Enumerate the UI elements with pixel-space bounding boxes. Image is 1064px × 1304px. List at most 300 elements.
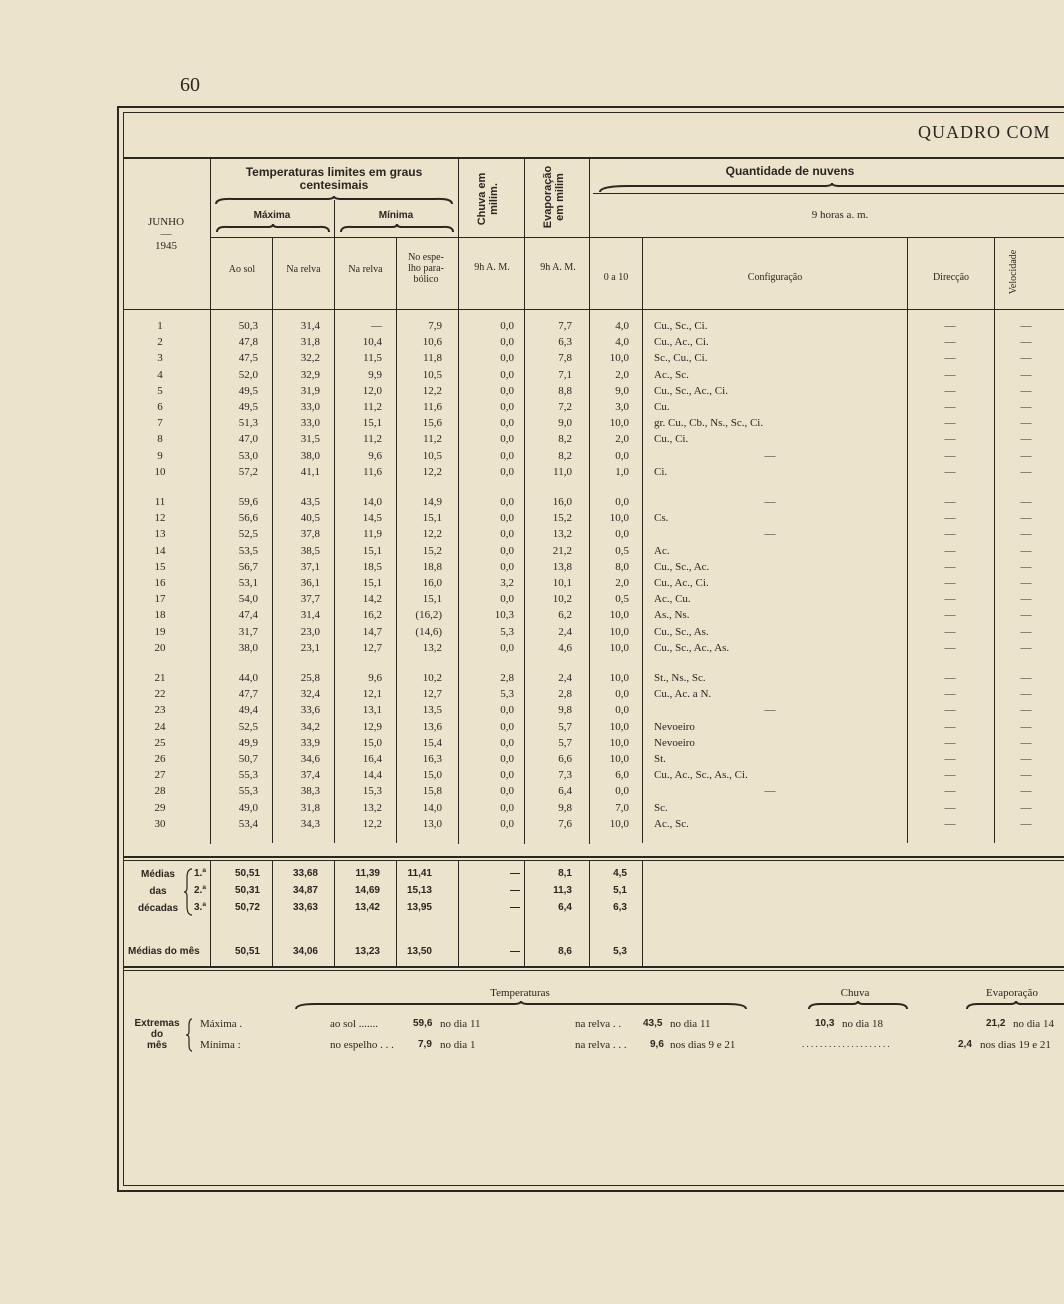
cell-direccao: — <box>944 801 956 814</box>
cell-velocidade: — <box>1020 336 1032 349</box>
cell-na-relva-max: 38,0 <box>300 449 320 462</box>
vline-s6 <box>524 860 525 967</box>
cell-chuva: 0,0 <box>500 753 514 765</box>
cell-na-relva-max: 43,5 <box>300 496 320 508</box>
cell-nuvens: 10,0 <box>609 720 629 733</box>
cell-configuracao: St., Ns., Sc. <box>654 672 706 684</box>
cell-chuva: 0,0 <box>500 785 514 798</box>
cell-velocidade: — <box>1020 736 1032 749</box>
cell-nuvens: 10,0 <box>609 352 629 365</box>
cell-direccao: — <box>944 577 956 589</box>
cell-espelho: 15,2 <box>422 544 442 557</box>
cell-day: 1 <box>157 320 163 332</box>
cell-direccao: — <box>944 720 956 733</box>
decada-evaporacao: 11,3 <box>553 885 572 896</box>
cell-direccao: — <box>944 401 956 413</box>
cell-espelho: 10,5 <box>422 449 442 462</box>
cell-direccao: — <box>944 512 956 525</box>
data-bottom-rule-2 <box>123 860 1064 861</box>
cell-evaporacao: 5,7 <box>558 736 572 749</box>
cell-na-relva-min: 14,4 <box>362 769 382 782</box>
mes-ao-sol: 50,51 <box>234 946 260 957</box>
frame-top-inner <box>123 112 1064 113</box>
cell-velocidade: — <box>1020 496 1032 508</box>
cell-chuva: 0,0 <box>500 320 514 332</box>
minima-header: Mínima <box>378 210 414 221</box>
cell-espelho: 14,9 <box>422 496 442 508</box>
cell-na-relva-min: 12,9 <box>362 720 382 733</box>
cell-velocidade: — <box>1020 512 1032 525</box>
cell-configuracao: Sc. <box>654 801 668 814</box>
cell-configuracao: Cu., Ac., Ci. <box>654 577 709 589</box>
nuvens-hora-header: 9 horas a. m. <box>811 209 869 221</box>
cell-nuvens: 10,0 <box>609 736 629 749</box>
cell-ao-sol: 53,5 <box>238 544 258 557</box>
summary-bottom-rule <box>123 966 1064 968</box>
cell-nuvens: 4,0 <box>615 336 629 349</box>
decada-na-relva-max: 33,63 <box>292 902 318 913</box>
cell-na-relva-min: 18,5 <box>362 560 382 573</box>
cell-na-relva-min: — <box>371 320 382 332</box>
cell-na-relva-min: 14,7 <box>362 625 382 638</box>
cell-na-relva-max: 33,0 <box>300 401 320 413</box>
cell-nuvens: 0,5 <box>615 593 629 606</box>
cell-na-relva-min: 15,1 <box>362 544 382 557</box>
cell-configuracao: Cu., Sc., Ac. <box>654 560 710 573</box>
cell-chuva: 0,0 <box>500 736 514 749</box>
cell-nuvens: 0,5 <box>615 544 629 557</box>
cell-direccao: — <box>944 417 956 430</box>
max-chuva-day: no dia 18 <box>842 1018 883 1030</box>
cell-nuvens: 3,0 <box>615 401 629 413</box>
cell-nuvens: 0,0 <box>615 528 629 541</box>
cell-day: 7 <box>157 417 163 430</box>
cell-velocidade: — <box>1020 577 1032 589</box>
cell-ao-sol: 59,6 <box>238 496 258 508</box>
cell-ao-sol: 49,4 <box>238 704 258 717</box>
extremas-minima-label: Mínima : <box>200 1039 241 1051</box>
cell-espelho: 12,2 <box>422 528 442 541</box>
nuvens-group-header: Quantidade de nuvens <box>725 164 855 178</box>
cell-na-relva-min: 15,1 <box>362 577 382 589</box>
cell-velocidade: — <box>1020 401 1032 413</box>
cell-ao-sol: 47,5 <box>238 352 258 365</box>
cell-na-relva-max: 34,6 <box>300 753 320 765</box>
cell-espelho: 15,6 <box>422 417 442 430</box>
mes-nuvens: 5,3 <box>613 946 627 957</box>
cell-configuracao: Cs. <box>654 512 669 525</box>
cell-chuva: 0,0 <box>500 401 514 413</box>
cell-ao-sol: 49,0 <box>238 801 258 814</box>
decada-ao-sol: 50,72 <box>234 902 260 913</box>
cell-evaporacao: 2,8 <box>558 688 572 701</box>
cell-day: 29 <box>154 801 166 814</box>
vline-10 <box>994 237 995 843</box>
cell-nuvens: 2,0 <box>615 433 629 446</box>
cell-velocidade: — <box>1020 720 1032 733</box>
cell-espelho: 15,1 <box>422 512 442 525</box>
cell-ao-sol: 49,9 <box>238 736 258 749</box>
cell-espelho: (14,6) <box>415 625 442 638</box>
cell-ao-sol: 55,3 <box>238 769 258 782</box>
cell-velocidade: — <box>1020 688 1032 701</box>
cell-configuracao: — <box>764 528 776 541</box>
header-escala: 0 a 10 <box>603 272 629 283</box>
cell-velocidade: — <box>1020 433 1032 446</box>
cell-day: 21 <box>154 672 166 684</box>
cell-espelho: 16,0 <box>422 577 442 589</box>
cell-nuvens: 10,0 <box>609 625 629 638</box>
cell-velocidade: — <box>1020 593 1032 606</box>
cell-na-relva-min: 15,1 <box>362 417 382 430</box>
cell-configuracao: Cu., Ci. <box>654 433 689 446</box>
cell-espelho: 11,2 <box>423 433 442 446</box>
cell-ao-sol: 53,1 <box>238 577 258 589</box>
header-chuva: Chuva em milim. <box>476 172 500 226</box>
cell-direccao: — <box>944 560 956 573</box>
vline-9 <box>907 237 908 843</box>
brace-extremas-chuva <box>808 1001 908 1010</box>
decada-nuvens: 6,3 <box>613 902 627 913</box>
cell-day: 15 <box>154 560 166 573</box>
cell-espelho: 11,6 <box>423 401 442 413</box>
cell-chuva: 3,2 <box>500 577 514 589</box>
cell-day: 27 <box>154 769 166 782</box>
cell-velocidade: — <box>1020 704 1032 717</box>
cell-evaporacao: 6,2 <box>558 609 572 622</box>
cell-na-relva-max: 36,1 <box>300 577 320 589</box>
extremas-temp-header: Temperaturas <box>490 987 550 999</box>
cell-ao-sol: 47,4 <box>238 609 258 622</box>
cell-velocidade: — <box>1020 560 1032 573</box>
cell-day: 19 <box>154 625 166 638</box>
cell-chuva: 0,0 <box>500 417 514 430</box>
cell-na-relva-max: 34,2 <box>300 720 320 733</box>
cell-configuracao: Cu., Sc., As. <box>654 625 709 638</box>
cell-chuva: 0,0 <box>500 352 514 365</box>
brace-extremas-evap <box>966 1001 1064 1010</box>
cell-day: 18 <box>154 609 166 622</box>
brace-decadas <box>184 868 194 916</box>
cell-na-relva-max: 37,7 <box>300 593 320 606</box>
cell-na-relva-max: 31,4 <box>300 320 320 332</box>
cell-configuracao: — <box>764 449 776 462</box>
cell-espelho: 10,2 <box>422 672 442 684</box>
cell-nuvens: 0,0 <box>615 704 629 717</box>
cell-evaporacao: 9,8 <box>558 704 572 717</box>
cell-chuva: 0,0 <box>500 449 514 462</box>
max-evap-value: 21,2 <box>986 1018 1006 1029</box>
cell-evaporacao: 7,6 <box>558 817 572 830</box>
header-top-rule <box>123 157 1064 159</box>
cell-configuracao: As., Ns. <box>654 609 690 622</box>
cell-na-relva-min: 12,2 <box>362 817 382 830</box>
cell-direccao: — <box>944 609 956 622</box>
cell-velocidade: — <box>1020 352 1032 365</box>
min-evap-day: nos dias 19 e 21 <box>980 1039 1051 1051</box>
cell-evaporacao: 7,2 <box>558 401 572 413</box>
cell-direccao: — <box>944 641 956 654</box>
cell-configuracao: St. <box>654 753 666 765</box>
header-espelho: No espe-lho para-bólico <box>408 252 444 285</box>
cell-evaporacao: 5,7 <box>558 720 572 733</box>
cell-configuracao: — <box>764 496 776 508</box>
cell-na-relva-min: 9,9 <box>368 368 382 381</box>
cell-day: 6 <box>157 401 163 413</box>
cell-configuracao: Ac. <box>654 544 670 557</box>
cell-na-relva-max: 38,3 <box>300 785 320 798</box>
cell-espelho: 10,6 <box>422 336 442 349</box>
cell-direccao: — <box>944 817 956 830</box>
cell-chuva: 2,8 <box>500 672 514 684</box>
cell-evaporacao: 9,0 <box>558 417 572 430</box>
vline-3 <box>334 200 335 843</box>
cell-na-relva-min: 16,2 <box>362 609 382 622</box>
cell-chuva: 0,0 <box>500 465 514 478</box>
cell-na-relva-min: 14,0 <box>362 496 382 508</box>
cell-na-relva-max: 40,5 <box>300 512 320 525</box>
brace-minima <box>340 224 454 233</box>
cell-na-relva-max: 31,8 <box>300 801 320 814</box>
cell-chuva: 0,0 <box>500 496 514 508</box>
extremas-maxima-label: Máxima . <box>200 1018 243 1030</box>
vline-s4 <box>396 860 397 967</box>
vline-s2 <box>272 860 273 967</box>
cell-chuva: 0,0 <box>500 368 514 381</box>
decada-na-relva-max: 33,68 <box>292 868 318 879</box>
cell-nuvens: 10,0 <box>609 817 629 830</box>
header-hora-evap: 9h A. M. <box>540 262 576 273</box>
cell-nuvens: 0,0 <box>615 496 629 508</box>
decada-decada: 1.ª <box>194 868 207 879</box>
cell-chuva: 5,3 <box>500 625 514 638</box>
min-relva-label: na relva . . . <box>575 1039 627 1051</box>
cell-evaporacao: 7,3 <box>558 769 572 782</box>
cell-na-relva-max: 31,9 <box>300 384 320 397</box>
cell-configuracao: Nevoeiro <box>654 720 695 733</box>
cell-espelho: 13,5 <box>422 704 442 717</box>
cell-day: 23 <box>154 704 166 717</box>
cell-espelho: 7,9 <box>428 320 442 332</box>
cell-nuvens: 10,0 <box>609 417 629 430</box>
cell-na-relva-min: 11,2 <box>363 433 382 446</box>
decada-na-relva-min: 14,69 <box>354 885 380 896</box>
cell-configuracao: Cu., Sc., Ac., As. <box>654 641 730 654</box>
vline-s5 <box>458 860 459 967</box>
summary-bottom-rule-2 <box>123 970 1064 971</box>
cell-ao-sol: 52,0 <box>238 368 258 381</box>
mes-evaporacao: 8,6 <box>558 946 572 957</box>
cell-ao-sol: 52,5 <box>238 720 258 733</box>
header-rule-upper <box>593 193 1064 194</box>
vline-2 <box>272 237 273 843</box>
cell-evaporacao: 15,2 <box>552 512 572 525</box>
cell-ao-sol: 31,7 <box>238 625 258 638</box>
cell-espelho: 16,3 <box>422 753 442 765</box>
cell-configuracao: Nevoeiro <box>654 736 695 749</box>
cell-na-relva-max: 33,9 <box>300 736 320 749</box>
vline-7 <box>589 158 590 844</box>
decada-ao-sol: 50,31 <box>234 885 260 896</box>
cell-velocidade: — <box>1020 368 1032 381</box>
decada-chuva: — <box>510 902 520 913</box>
cell-day: 25 <box>154 736 166 749</box>
cell-nuvens: 10,0 <box>609 672 629 684</box>
cell-na-relva-min: 9,6 <box>368 449 382 462</box>
data-bottom-rule <box>123 856 1064 858</box>
cell-nuvens: 1,0 <box>615 465 629 478</box>
cell-ao-sol: 47,0 <box>238 433 258 446</box>
cell-ao-sol: 53,0 <box>238 449 258 462</box>
cell-espelho: 14,0 <box>422 801 442 814</box>
decada-espelho: 13,95 <box>406 902 432 913</box>
cell-direccao: — <box>944 785 956 798</box>
cell-velocidade: — <box>1020 785 1032 798</box>
cell-na-relva-min: 12,1 <box>362 688 382 701</box>
cell-direccao: — <box>944 384 956 397</box>
cell-na-relva-min: 16,4 <box>362 753 382 765</box>
cell-velocidade: — <box>1020 528 1032 541</box>
cell-day: 3 <box>157 352 163 365</box>
mes-na-relva-min: 13,23 <box>354 946 380 957</box>
decada-ao-sol: 50,51 <box>234 868 260 879</box>
cell-na-relva-max: 33,6 <box>300 704 320 717</box>
decada-na-relva-min: 13,42 <box>354 902 380 913</box>
vline-5 <box>458 158 459 844</box>
header-na-relva-max: Na relva <box>286 264 321 275</box>
mes-na-relva-max: 34,06 <box>292 946 318 957</box>
frame-top <box>117 106 1064 108</box>
cell-velocidade: — <box>1020 817 1032 830</box>
cell-day: 4 <box>157 368 163 381</box>
maxima-header: Máxima <box>253 210 291 221</box>
cell-ao-sol: 52,5 <box>238 528 258 541</box>
cell-direccao: — <box>944 688 956 701</box>
year-label: 1945 <box>155 240 177 252</box>
cell-na-relva-min: 11,2 <box>363 401 382 413</box>
cell-na-relva-max: 38,5 <box>300 544 320 557</box>
cell-chuva: 0,0 <box>500 512 514 525</box>
min-relva-day: nos dias 9 e 21 <box>670 1039 736 1051</box>
cell-nuvens: 4,0 <box>615 320 629 332</box>
cell-na-relva-max: 37,1 <box>300 560 320 573</box>
vline-8 <box>642 237 643 843</box>
brace-maxima <box>216 224 330 233</box>
cell-nuvens: 8,0 <box>615 560 629 573</box>
cell-velocidade: — <box>1020 641 1032 654</box>
cell-day: 2 <box>157 336 163 349</box>
decada-na-relva-max: 34,87 <box>292 885 318 896</box>
cell-day: 28 <box>154 785 166 798</box>
header-velocidade: Velocidade <box>1008 249 1019 295</box>
extremas-evap-header: Evaporação <box>986 987 1038 999</box>
cell-na-relva-min: 11,6 <box>363 465 382 478</box>
cell-configuracao: Cu., Sc., Ci. <box>654 320 708 332</box>
cell-chuva: 10,3 <box>494 609 514 622</box>
cell-espelho: (16,2) <box>415 609 442 622</box>
cell-configuracao: Cu. <box>654 401 670 413</box>
mes-chuva: — <box>510 946 520 957</box>
cell-day: 8 <box>157 433 163 446</box>
cell-nuvens: 9,0 <box>615 384 629 397</box>
cell-velocidade: — <box>1020 320 1032 332</box>
cell-evaporacao: 11,0 <box>553 465 572 478</box>
cell-na-relva-min: 11,9 <box>363 528 382 541</box>
cell-day: 13 <box>154 528 166 541</box>
cell-day: 24 <box>154 720 166 733</box>
decadas-label: Médias das décadas <box>137 869 179 914</box>
cell-day: 16 <box>154 577 166 589</box>
cell-configuracao: gr. Cu., Cb., Ns., Sc., Ci. <box>654 417 764 430</box>
min-espelho-label: no espelho . . . <box>330 1039 394 1051</box>
cell-velocidade: — <box>1020 384 1032 397</box>
cell-ao-sol: 38,0 <box>238 641 258 654</box>
max-sol-day: no dia 11 <box>440 1018 481 1030</box>
cell-chuva: 0,0 <box>500 384 514 397</box>
cell-na-relva-max: 25,8 <box>300 672 320 684</box>
cell-configuracao: Ci. <box>654 465 668 478</box>
cell-day: 17 <box>154 593 166 606</box>
cell-nuvens: 0,0 <box>615 785 629 798</box>
cell-chuva: 0,0 <box>500 769 514 782</box>
cell-ao-sol: 53,4 <box>238 817 258 830</box>
cell-evaporacao: 7,8 <box>558 352 572 365</box>
cell-na-relva-max: 23,0 <box>300 625 320 638</box>
cell-velocidade: — <box>1020 753 1032 765</box>
cell-evaporacao: 9,8 <box>558 801 572 814</box>
cell-configuracao: Cu., Ac. a N. <box>654 688 712 701</box>
cell-day: 30 <box>154 817 166 830</box>
frame-bottom-inner <box>123 1185 1064 1186</box>
cell-ao-sol: 56,7 <box>238 560 258 573</box>
cell-nuvens: 0,0 <box>615 449 629 462</box>
cell-configuracao: Ac., Sc. <box>654 817 689 830</box>
cell-nuvens: 10,0 <box>609 512 629 525</box>
cell-velocidade: — <box>1020 417 1032 430</box>
header-ao-sol: Ao sol <box>228 264 256 275</box>
header-configuracao: Configuração <box>747 272 803 283</box>
cell-velocidade: — <box>1020 465 1032 478</box>
cell-espelho: 11,8 <box>423 352 442 365</box>
decada-na-relva-min: 11,39 <box>355 868 380 879</box>
cell-na-relva-min: 15,3 <box>362 785 382 798</box>
cell-na-relva-max: 33,0 <box>300 417 320 430</box>
cell-configuracao: — <box>764 785 776 798</box>
cell-day: 9 <box>157 449 163 462</box>
cell-evaporacao: 21,2 <box>552 544 572 557</box>
cell-espelho: 13,6 <box>422 720 442 733</box>
cell-na-relva-min: 14,2 <box>362 593 382 606</box>
header-hora-chuva: 9h A. M. <box>474 262 510 273</box>
min-evap-value: 2,4 <box>958 1039 972 1050</box>
cell-direccao: — <box>944 753 956 765</box>
cell-evaporacao: 6,4 <box>558 785 572 798</box>
cell-na-relva-min: 15,0 <box>362 736 382 749</box>
cell-direccao: — <box>944 544 956 557</box>
header-evaporacao: Evaporação em milim <box>542 165 566 229</box>
cell-espelho: 13,0 <box>422 817 442 830</box>
cell-na-relva-min: 13,1 <box>362 704 382 717</box>
cell-espelho: 18,8 <box>422 560 442 573</box>
extremas-chuva-header: Chuva <box>840 987 870 999</box>
cell-ao-sol: 56,6 <box>238 512 258 525</box>
cell-direccao: — <box>944 496 956 508</box>
cell-chuva: 0,0 <box>500 817 514 830</box>
cell-nuvens: 10,0 <box>609 753 629 765</box>
cell-ao-sol: 57,2 <box>238 465 258 478</box>
cell-day: 14 <box>154 544 166 557</box>
header-na-relva-min: Na relva <box>348 264 383 275</box>
